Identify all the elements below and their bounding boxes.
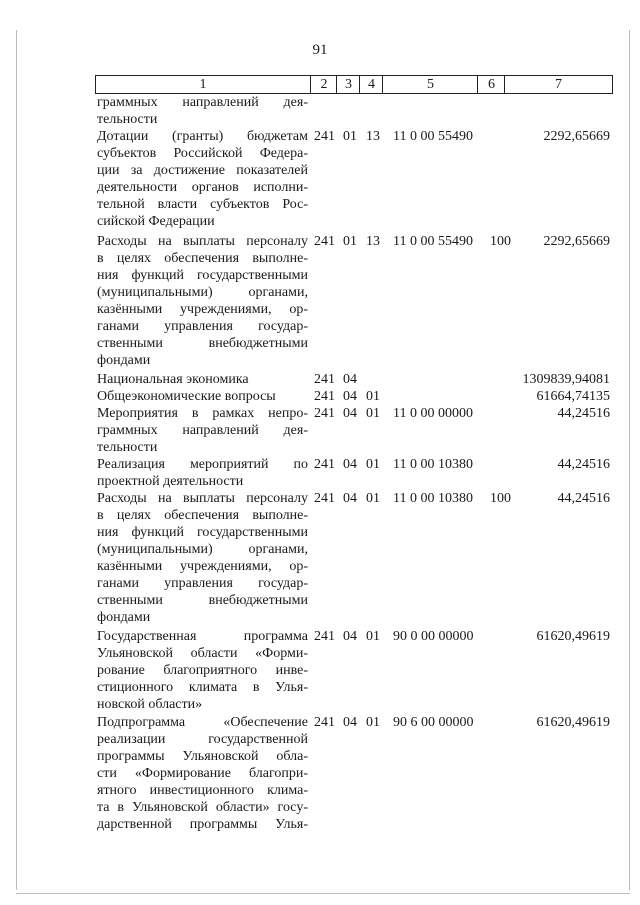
row-name-line: та в Ульяновской области» госу- [97, 800, 308, 815]
row-name [97, 456, 308, 490]
row-name [97, 371, 308, 388]
subsection-code: 01 [366, 715, 380, 730]
page-edge-left [16, 30, 17, 890]
table-header [95, 75, 613, 94]
page-edge-right [629, 30, 630, 890]
kvsr-code: 241 [314, 629, 335, 644]
row-name-line: в целях обеспечения выполне- [97, 508, 308, 523]
section-code: 04 [343, 715, 357, 730]
row-name-line: Мероприятия в рамках непро- [97, 406, 308, 421]
row-name [97, 628, 308, 713]
subsection-code: 01 [366, 629, 380, 644]
row-name-line: казёнными учреждениями, ор- [97, 559, 308, 574]
row-name-line: ния функций государственными [97, 268, 308, 283]
kvsr-code: 241 [314, 491, 335, 506]
row-name-line: рование благоприятного инве- [97, 663, 308, 678]
header-col-6: 6 [477, 76, 505, 93]
row-name-line: Государственная программа [97, 629, 308, 644]
page-edge-bottom [16, 893, 630, 894]
amount: 44,24516 [557, 457, 610, 472]
row-name-line: тельности [97, 112, 158, 127]
amount: 1309839,94081 [522, 372, 610, 387]
row-name [97, 94, 308, 128]
row-name-line: программы Ульяновской обла- [97, 749, 308, 764]
expense-type-code: 100 [490, 491, 511, 506]
row-name-line: граммных направлений дея- [97, 423, 308, 438]
row-name-line: стиционного климата в Улья- [97, 680, 308, 695]
section-code: 04 [343, 629, 357, 644]
target-article-code: 11 0 00 10380 [393, 491, 473, 506]
row-name-line: Ульяновской области «Форми- [97, 646, 308, 661]
target-article-code: 11 0 00 10380 [393, 457, 473, 472]
row-name-line: новской области» [97, 697, 203, 712]
subsection-code: 01 [366, 457, 380, 472]
header-col-5: 5 [382, 76, 478, 93]
row-name-line: проектной деятельности [97, 474, 244, 489]
row-name [97, 128, 308, 230]
amount: 44,24516 [557, 491, 610, 506]
row-name-line: ственными внебюджетными [97, 593, 308, 608]
section-code: 04 [343, 372, 357, 387]
amount: 2292,65669 [543, 129, 610, 144]
header-col-7: 7 [504, 76, 612, 93]
row-name-line: в целях обеспечения выполне- [97, 251, 308, 266]
row-name-line: фондами [97, 353, 151, 368]
subsection-code: 01 [366, 406, 380, 421]
row-name [97, 233, 308, 369]
target-article-code: 90 0 00 00000 [393, 629, 474, 644]
header-col-4: 4 [359, 76, 383, 93]
section-code: 01 [343, 234, 357, 249]
section-code: 04 [343, 491, 357, 506]
section-code: 01 [343, 129, 357, 144]
subsection-code: 13 [366, 234, 380, 249]
kvsr-code: 241 [314, 234, 335, 249]
target-article-code: 11 0 00 55490 [393, 234, 473, 249]
target-article-code: 11 0 00 00000 [393, 406, 473, 421]
amount: 61664,74135 [536, 389, 610, 404]
amount: 44,24516 [557, 406, 610, 421]
section-code: 04 [343, 389, 357, 404]
row-name-line: граммных направлений дея- [97, 95, 308, 110]
amount: 61620,49619 [536, 715, 610, 730]
row-name-line: ганами управления государ- [97, 576, 308, 591]
row-name-line: фондами [97, 610, 151, 625]
row-name-line: тельности [97, 440, 158, 455]
row-name-line: Подпрограмма «Обеспечение [97, 715, 308, 730]
amount: 61620,49619 [536, 629, 610, 644]
row-name-line: дарственной программы Улья- [97, 817, 308, 832]
row-name-line: (муниципальными) органами, [97, 542, 308, 557]
row-name-line: казёнными учреждениями, ор- [97, 302, 308, 317]
row-name-line: реализации государственной [97, 732, 308, 747]
row-name-line: сийской Федерации [97, 214, 215, 229]
row-name-line: Расходы на выплаты персоналу [97, 491, 308, 506]
subsection-code: 01 [366, 389, 380, 404]
row-name-line: Дотации (гранты) бюджетам [97, 129, 308, 144]
header-col-2: 2 [310, 76, 337, 93]
row-name-line: (муниципальными) органами, [97, 285, 308, 300]
row-name [97, 405, 308, 456]
row-name-line: субъектов Российской Федера- [97, 146, 308, 161]
row-name-line: Расходы на выплаты персоналу [97, 234, 308, 249]
target-article-code: 90 6 00 00000 [393, 715, 474, 730]
page-number: 91 [312, 42, 328, 58]
row-name-line: ния функций государственными [97, 525, 308, 540]
kvsr-code: 241 [314, 129, 335, 144]
amount: 2292,65669 [543, 234, 610, 249]
header-col-1: 1 [199, 77, 207, 92]
subsection-code: 01 [366, 491, 380, 506]
row-name-line: ции за достижение показателей [97, 163, 308, 178]
expense-type-code: 100 [490, 234, 511, 249]
subsection-code: 13 [366, 129, 380, 144]
row-name-line: ятного инвестиционного клима- [97, 783, 308, 798]
kvsr-code: 241 [314, 406, 335, 421]
row-name-line: Реализация мероприятий по [97, 457, 308, 472]
section-code: 04 [343, 406, 357, 421]
row-name [97, 388, 308, 405]
header-col-3: 3 [336, 76, 360, 93]
row-name [97, 490, 308, 626]
kvsr-code: 241 [314, 389, 335, 404]
row-name-line: Общеэкономические вопросы [97, 389, 276, 404]
target-article-code: 11 0 00 55490 [393, 129, 473, 144]
row-name-line: тельной власти субъектов Рос- [97, 197, 308, 212]
kvsr-code: 241 [314, 715, 335, 730]
kvsr-code: 241 [314, 372, 335, 387]
row-name-line: ганами управления государ- [97, 319, 308, 334]
row-name-line: деятельности органов исполни- [97, 180, 308, 195]
row-name-line: Национальная экономика [97, 372, 249, 387]
section-code: 04 [343, 457, 357, 472]
row-name-line: ственными внебюджетными [97, 336, 308, 351]
kvsr-code: 241 [314, 457, 335, 472]
row-name-line: сти «Формирование благопри- [97, 766, 308, 781]
row-name [97, 714, 308, 833]
